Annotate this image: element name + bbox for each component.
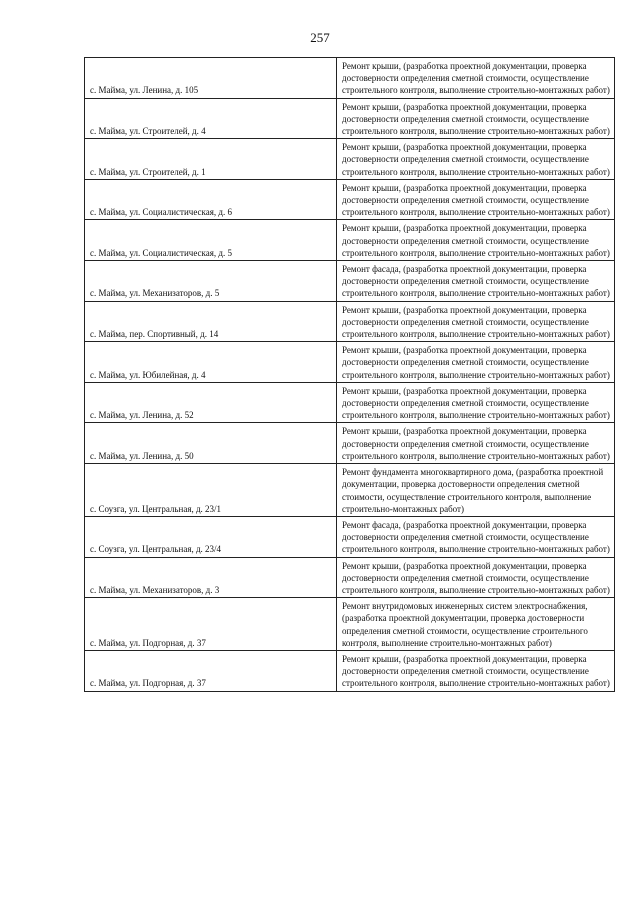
work-description-cell: Ремонт фасада, (разработка проектной документации, проверка достоверности определения сметной стоимости, осуществление строительного контроля, выполнение строительно-монтажных работ) [337, 516, 615, 557]
work-description-cell: Ремонт крыши, (разработка проектной документации, проверка достоверности определения сметной стоимости, осуществление строительного контроля, выполнение строительно-монтажных работ) [337, 650, 615, 691]
work-description-cell: Ремонт внутридомовых инженерных систем электроснабжения, (разработка проектной документации, проверка достоверности определения сметной стоимости, осуществление строительного контроля, выполнение строительно-монтажных работ) [337, 598, 615, 651]
table-row [85, 557, 615, 598]
table-row [85, 179, 615, 220]
address-cell: с. Майма, ул. Строителей, д. 4 [85, 98, 337, 139]
work-description-cell: Ремонт крыши, (разработка проектной документации, проверка достоверности определения сметной стоимости, осуществление строительного контроля, выполнение строительно-монтажных работ) [337, 301, 615, 342]
table-row [85, 516, 615, 557]
address-cell: с. Майма, ул. Ленина, д. 52 [85, 382, 337, 423]
work-description-cell: Ремонт крыши, (разработка проектной документации, проверка достоверности определения сметной стоимости, осуществление строительного контроля, выполнение строительно-монтажных работ) [337, 220, 615, 261]
work-description-cell: Ремонт крыши, (разработка проектной документации, проверка достоверности определения сметной стоимости, осуществление строительного контроля, выполнение строительно-монтажных работ) [337, 139, 615, 180]
table-row [85, 139, 615, 180]
address-cell: с. Майма, ул. Социалистическая, д. 6 [85, 179, 337, 220]
table-row [85, 98, 615, 139]
address-cell: с. Майма, ул. Ленина, д. 105 [85, 58, 337, 99]
address-cell: с. Майма, ул. Ленина, д. 50 [85, 423, 337, 464]
table-row [85, 650, 615, 691]
address-cell: с. Майма, ул. Строителей, д. 1 [85, 139, 337, 180]
address-cell: с. Майма, ул. Механизаторов, д. 3 [85, 557, 337, 598]
table-row [85, 423, 615, 464]
table-row [85, 598, 615, 651]
work-description-cell: Ремонт крыши, (разработка проектной документации, проверка достоверности определения сметной стоимости, осуществление строительного контроля, выполнение строительно-монтажных работ) [337, 382, 615, 423]
work-description-cell: Ремонт крыши, (разработка проектной документации, проверка достоверности определения сметной стоимости, осуществление строительного контроля, выполнение строительно-монтажных работ) [337, 423, 615, 464]
work-description-cell: Ремонт крыши, (разработка проектной документации, проверка достоверности определения сметной стоимости, осуществление строительного контроля, выполнение строительно-монтажных работ) [337, 557, 615, 598]
table-row [85, 58, 615, 99]
table-row [85, 301, 615, 342]
work-description-cell: Ремонт крыши, (разработка проектной документации, проверка достоверности определения сметной стоимости, осуществление строительного контроля, выполнение строительно-монтажных работ) [337, 342, 615, 383]
table-row [85, 382, 615, 423]
work-description-cell: Ремонт крыши, (разработка проектной документации, проверка достоверности определения сметной стоимости, осуществление строительного контроля, выполнение строительно-монтажных работ) [337, 58, 615, 99]
address-cell: с. Майма, пер. Спортивный, д. 14 [85, 301, 337, 342]
address-cell: с. Соузга, ул. Центральная, д. 23/4 [85, 516, 337, 557]
work-description-cell: Ремонт фасада, (разработка проектной документации, проверка достоверности определения сметной стоимости, осуществление строительного контроля, выполнение строительно-монтажных работ) [337, 261, 615, 302]
table-row [85, 261, 615, 302]
work-description-cell: Ремонт крыши, (разработка проектной документации, проверка достоверности определения сметной стоимости, осуществление строительного контроля, выполнение строительно-монтажных работ) [337, 98, 615, 139]
table-row [85, 342, 615, 383]
address-cell: с. Майма, ул. Механизаторов, д. 5 [85, 261, 337, 302]
table-row [85, 220, 615, 261]
table-row [85, 464, 615, 517]
table-body [85, 58, 615, 692]
address-cell: с. Майма, ул. Подгорная, д. 37 [85, 598, 337, 651]
repair-works-table [84, 57, 615, 692]
address-cell: с. Майма, ул. Социалистическая, д. 5 [85, 220, 337, 261]
address-cell: с. Соузга, ул. Центральная, д. 23/1 [85, 464, 337, 517]
page-number: 257 [310, 30, 330, 45]
address-cell: с. Майма, ул. Юбилейная, д. 4 [85, 342, 337, 383]
work-description-cell: Ремонт фундамента многоквартирного дома, (разработка проектной документации, проверка достоверности определения сметной стоимости, осуществление строительного контроля, выполнение строительно-монтажных работ) [337, 464, 615, 517]
address-cell: с. Майма, ул. Подгорная, д. 37 [85, 650, 337, 691]
work-description-cell: Ремонт крыши, (разработка проектной документации, проверка достоверности определения сметной стоимости, осуществление строительного контроля, выполнение строительно-монтажных работ) [337, 179, 615, 220]
